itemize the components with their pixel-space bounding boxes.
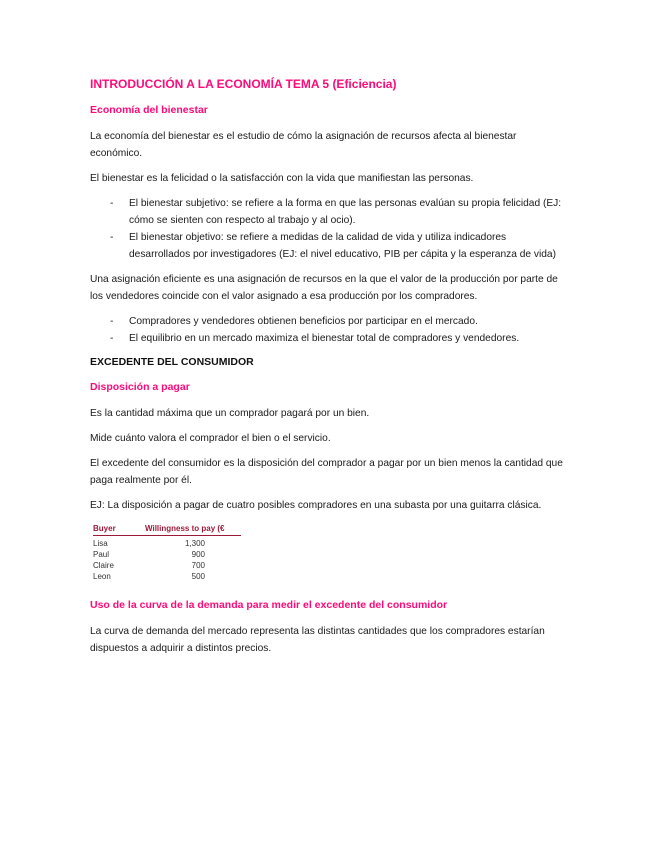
paragraph: El bienestar es la felicidad o la satisfacción con la vida que manifiestan las personas. [90, 173, 474, 184]
cell-buyer: Leon [93, 572, 111, 581]
bullet-list [90, 313, 568, 347]
list-item: - El equilibrio en un mercado maximiza el bienestar total de compradores y vendedores. [90, 330, 568, 347]
section-heading-bienestar: Economía del bienestar [90, 104, 208, 116]
cell-buyer: Claire [93, 561, 114, 570]
table-header [93, 524, 241, 536]
cell-buyer: Lisa [93, 539, 108, 548]
list-item: - El bienestar objetivo: se refiere a medidas de la calidad de vida y utiliza indicadores desarrollados por investigadores (EJ: el nivel educativo, PIB per cápita y la esperanza de vida) [90, 229, 568, 263]
cell-wtp: 500 [191, 572, 205, 581]
paragraph: Es la cantidad máxima que un comprador pagará por un bien. [90, 408, 370, 419]
cell-wtp: 700 [191, 561, 205, 570]
paragraph: La curva de demanda del mercado representa las distintas cantidades que los compradores estarían dispuestos a adquirir a distintos precios. [90, 626, 545, 654]
table-row [93, 549, 241, 560]
cell-wtp: 900 [191, 550, 205, 559]
cell-buyer: Paul [93, 550, 110, 559]
document-page [90, 76, 568, 665]
paragraph: Mide cuánto valora el comprador el bien o el servicio. [90, 433, 331, 444]
list-item: - El bienestar subjetivo: se refiere a la forma en que las personas evalúan su propia felicidad (EJ: cómo se sienten con respecto al trabajo y al ocio). [90, 195, 568, 229]
paragraph: EJ: La disposición a pagar de cuatro posibles compradores en una subasta por una guitarra clásica. [90, 500, 542, 511]
table-row [93, 560, 241, 571]
paragraph: El excedente del consumidor es la disposición del comprador a pagar por un bien menos la cantidad que paga realmente por él. [90, 458, 563, 486]
document-title: INTRODUCCIÓN A LA ECONOMÍA TEMA 5 (Eficiencia) [90, 77, 397, 91]
list-item: - Compradores y vendedores obtienen beneficios por participar en el mercado. [90, 313, 568, 330]
section-heading-excedente: EXCEDENTE DEL CONSUMIDOR [90, 356, 254, 368]
table-row [93, 571, 241, 582]
subsection-heading-disposicion: Disposición a pagar [90, 381, 190, 393]
willingness-to-pay-table [93, 524, 241, 582]
column-header-wtp: Willingness to pay (€ [145, 524, 225, 533]
paragraph: Una asignación eficiente es una asignación de recursos en la que el valor de la producción por parte de los vendedores coincide con el valor asignado a esa producción por los compradores. [90, 274, 558, 302]
paragraph: La economía del bienestar es el estudio de cómo la asignación de recursos afecta al bienestar económico. [90, 131, 517, 159]
column-header-buyer: Buyer [93, 524, 116, 533]
bullet-list [90, 195, 568, 263]
table-row [93, 538, 241, 549]
cell-wtp: 1,300 [184, 539, 205, 548]
section-heading-curva-demanda: Uso de la curva de la demanda para medir el excedente del consumidor [90, 599, 448, 611]
